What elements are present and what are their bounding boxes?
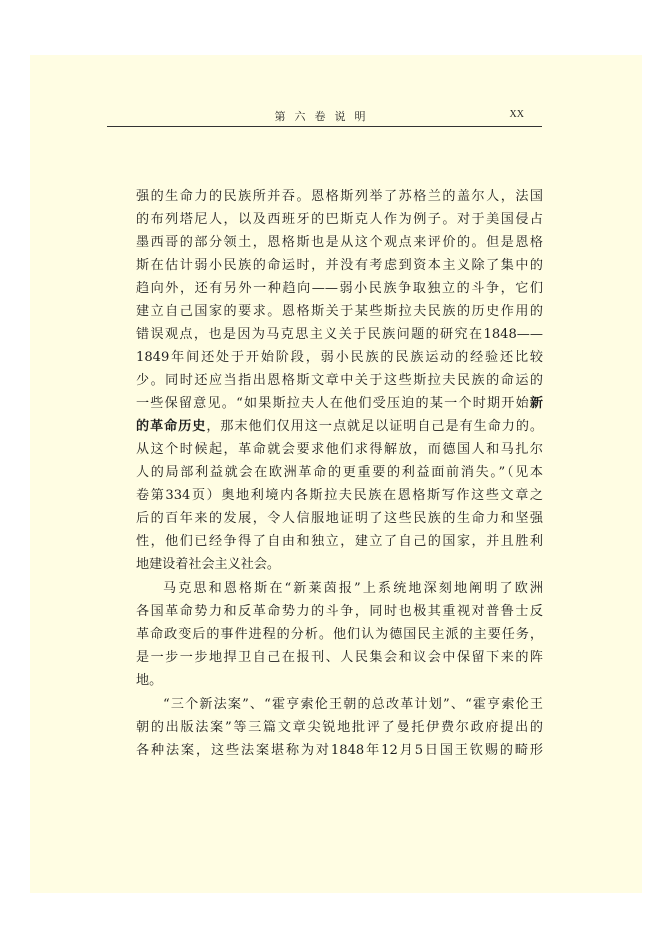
text-line: 各国革命势力和反革命势力的斗争，同时也极其重视对普鲁士反 bbox=[136, 604, 543, 619]
text-line: “三个新法案”、“霍亨索伦王朝的总改革计划”、“霍亨索伦王 bbox=[163, 697, 543, 712]
text-line: 趋向外，还有另外一种趋向——弱小民族争取独立的斗争，它们 bbox=[136, 281, 543, 296]
page-title: 第六卷说明 bbox=[274, 110, 375, 123]
text-line: 各种法案，这些法案堪称为对1848年12月5日国王钦赐的畸形 bbox=[136, 743, 543, 758]
text-line: 强的生命力的民族所并吞。恩格斯列举了苏格兰的盖尔人，法国 bbox=[136, 189, 543, 204]
text-line: 斯在估计弱小民族的命运时，并没有考虑到资本主义除了集中的 bbox=[136, 258, 543, 273]
text-line: 朝的出版法案”等三篇文章尖锐地批评了曼托伊费尔政府提出的 bbox=[136, 720, 543, 735]
text-line: 马克思和恩格斯在“新莱茵报”上系统地深刻地阐明了欧洲 bbox=[163, 581, 543, 596]
text-line: 错误观点，也是因为马克思主义关于民族问题的研究在1848—— bbox=[136, 327, 543, 342]
text-line: 1849年间还处于开始阶段，弱小民族的民族运动的经验还比较 bbox=[136, 350, 543, 365]
page-number: XX bbox=[509, 109, 524, 120]
text-line: 地。 bbox=[136, 673, 163, 688]
text-line bbox=[136, 416, 543, 438]
text-line: 是一步一步地捍卫自己在报刊、人民集会和议会中保留下来的阵 bbox=[136, 650, 543, 665]
text-line: 革命政变后的事件进程的分析。他们认为德国民主派的主要任务， bbox=[136, 627, 543, 642]
text-line bbox=[136, 393, 543, 415]
text-line: 人的局部利益就会在欧洲革命的更重要的利益面前消失。”（见本 bbox=[136, 465, 543, 480]
text-line: 少。同时还应当指出恩格斯文章中关于这些斯拉夫民族的命运的 bbox=[136, 373, 543, 388]
bold-text: 的革命历史 bbox=[136, 419, 207, 434]
text-line: 从这个时候起，革命就会要求他们求得解放，而德国人和马扎尔 bbox=[136, 442, 543, 457]
text-line: 的布列塔尼人，以及西班牙的巴斯克人作为例子。对于美国侵占 bbox=[136, 212, 543, 227]
text-line: 建立自己国家的要求。恩格斯关于某些斯拉夫民族的历史作用的 bbox=[136, 304, 543, 319]
text-line: 地建设着社会主义社会。 bbox=[136, 557, 281, 572]
text-span: 一些保留意见。“如果斯拉夫人在他们受压迫的某一个时期开始 bbox=[136, 396, 530, 411]
page-header bbox=[107, 106, 542, 127]
text-line: 性，他们已经争得了自由和独立，建立了自己的国家，并且胜利 bbox=[136, 534, 543, 549]
text-line: 卷第334页）奥地利境内各斯拉夫民族在恩格斯写作这些文章之 bbox=[136, 488, 543, 503]
bold-text: 新 bbox=[529, 396, 543, 411]
text-line: 墨西哥的部分领土，恩格斯也是从这个观点来评价的。但是恩格 bbox=[136, 235, 543, 250]
text-line: 后的百年来的发展，令人信服地证明了这些民族的生命力和坚强 bbox=[136, 511, 543, 526]
text-span: ，那末他们仅用这一点就足以证明自己是有生命力的。 bbox=[206, 419, 544, 434]
